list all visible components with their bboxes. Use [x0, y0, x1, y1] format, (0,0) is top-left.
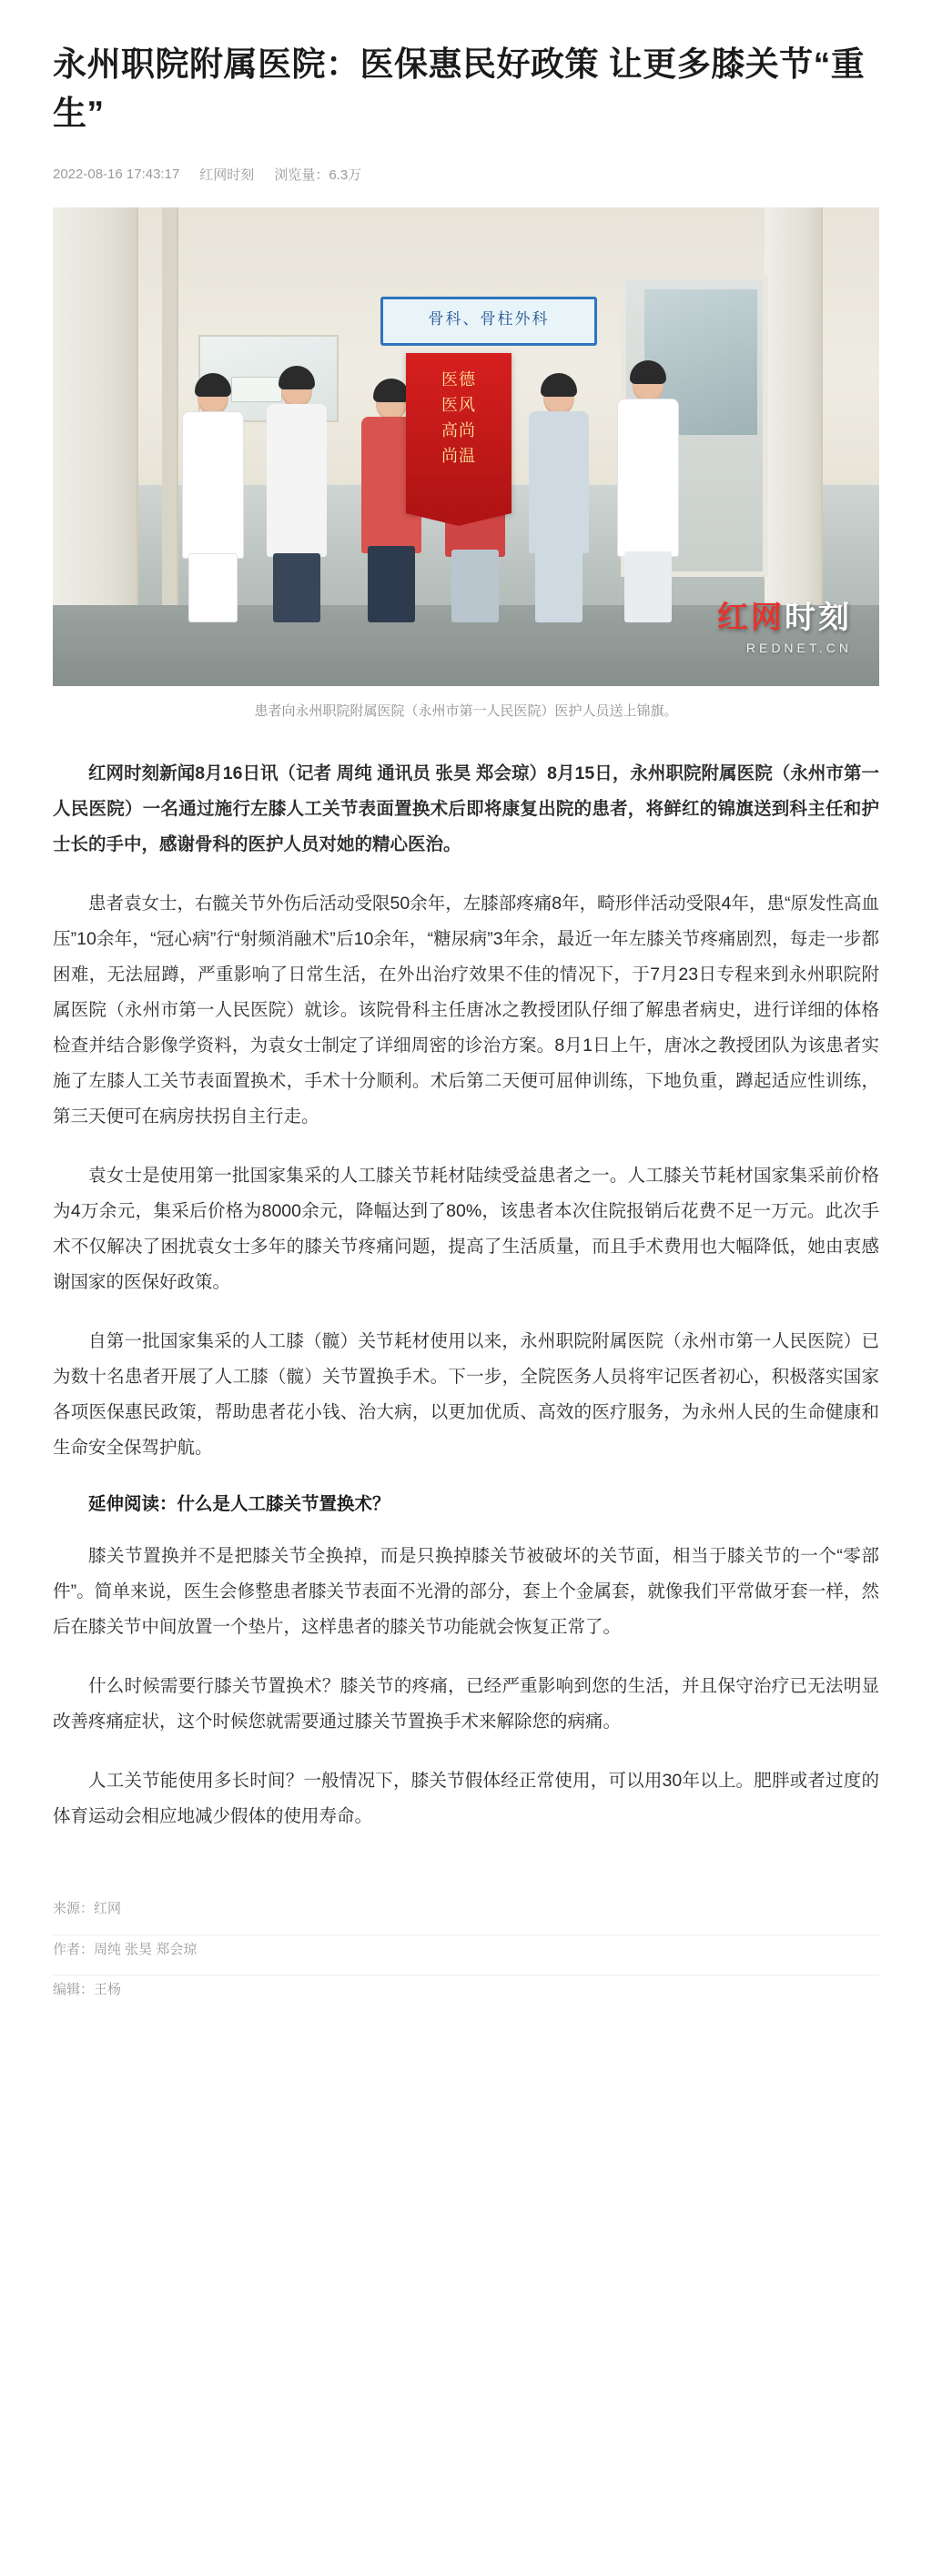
- footer-authors: 作者：周纯 张昊 郑会琼: [53, 1941, 198, 1957]
- photo-pillar-left: [53, 207, 138, 605]
- paragraph: 自第一批国家集采的人工膝（髋）关节耗材使用以来，永州职院附属医院（永州市第一人民医院）已为数十名患者开展了人工膝（髋）关节置换手术。下一步，全院医务人员将牢记医者初心，积极落实国家各项医保惠民政策，帮助患者花小钱、治大病，以更加优质、高效的医疗服务，为永州人民的生命健康和生命安全保驾护航。: [53, 1331, 879, 1459]
- person-legs: [368, 546, 415, 622]
- section-subheading: 延伸阅读：什么是人工膝关节置换术？: [88, 1494, 390, 1515]
- article-footer: [0, 1858, 932, 2041]
- person-legs: [535, 546, 582, 622]
- person-legs: [188, 553, 238, 622]
- photo-people-group: [213, 322, 741, 622]
- article-body: [53, 756, 879, 1834]
- gratitude-banner: [406, 353, 512, 513]
- paragraph-lead: 红网时刻新闻8月16日讯（记者 周纯 通讯员 张昊 郑会琼）8月15日，永州职院附属医院（永州市第一人民医院）一名通过施行左膝人工关节表面置换术后即将康复出院的患者，将鲜红的锦旗送到科主任和护士长的手中，感谢骨科的医护人员对她的精心医治。: [53, 763, 879, 855]
- person-hair: [373, 379, 410, 402]
- view-count: 浏览量：6.3万: [274, 167, 362, 184]
- publish-timestamp: 2022-08-16 17:43:17: [53, 167, 180, 183]
- paragraph: 人工关节能使用多长时间？一般情况下，膝关节假体经正常使用，可以用30年以上。肥胖或者过度的体育运动会相应地减少假体的使用寿命。: [53, 1771, 879, 1827]
- person-hair: [279, 366, 315, 389]
- footer-editor: 编辑：王杨: [53, 1982, 122, 1998]
- photo-pillar-mid: [162, 207, 178, 605]
- person-body: [267, 404, 327, 557]
- watermark-domain: REDNET.CN: [745, 641, 852, 656]
- source-label: 红网时刻: [199, 167, 255, 184]
- watermark-brand: 红网: [717, 601, 785, 636]
- person-hair: [630, 360, 666, 384]
- footer-source: 来源：红网: [53, 1901, 122, 1917]
- photo-pillar-right: [765, 207, 823, 605]
- paragraph: 患者袁女士，右髋关节外伤后活动受限50余年，左膝部疼痛8年，畸形伴活动受限4年，患“原发性高血压”10余年，“冠心病”行“射频消融术”后10余年，“糖尿病”3年余，最近一年左膝关节疼痛剧烈，每走一步都困难，无法屈蹲，严重影响了日常生活，在外出治疗效果不佳的情况下，于7月23日专程来到永州职院附属医院（永州市第一人民医院）就诊。该院骨科主任唐冰之教授团队仔细了解患者病史，进行详细的体格检查并结合影像学资料，为袁女士制定了详细周密的诊治方案。8月1日上午，唐冰之教授团队为该患者实施了左膝人工关节表面置换术，手术十分顺利。术后第二天便可屈伸训练，下地负重，蹲起适应性训练，第三天便可在病房扶拐自主行走。: [53, 894, 879, 1127]
- person-head: [543, 379, 574, 415]
- person-hair: [195, 373, 231, 397]
- page-title: 永州职院附属医院：医保惠民好政策 让更多膝关节“重生”: [53, 45, 866, 132]
- watermark-title: [717, 592, 852, 637]
- person-head: [376, 384, 407, 420]
- watermark-suffix: 时刻: [785, 601, 852, 636]
- photo-caption: 患者向永州职院附属医院（永州市第一人民医院）医护人员送上锦旗。: [254, 703, 678, 720]
- person-body: [182, 411, 244, 559]
- person-legs: [451, 550, 499, 622]
- person-hair: [541, 373, 577, 397]
- person-legs: [273, 553, 320, 622]
- person-head: [281, 371, 312, 408]
- person-body: [529, 411, 589, 553]
- paragraph: 袁女士是使用第一批国家集采的人工膝关节耗材陆续受益患者之一。人工膝关节耗材国家集采前价格为4万余元，集采后价格为8000余元，降幅达到了80%，该患者本次住院报销后花费不足一万元。此次手术不仅解决了困扰袁女士多年的膝关节疼痛问题，提高了生活质量，而且手术费用也大幅降低，她由衷感谢国家的医保好政策。: [53, 1166, 879, 1293]
- paragraph: 什么时候需要行膝关节置换术？膝关节的疼痛，已经严重影响到您的生活，并且保守治疗已无法明显改善疼痛症状，这个时候您就需要通过膝关节置换手术来解除您的病痛。: [53, 1676, 879, 1732]
- person-body: [617, 399, 679, 557]
- photo-watermark: [717, 592, 852, 655]
- paragraph: 膝关节置换并不是把膝关节全换掉，而是只换掉膝关节被破坏的关节面，相当于膝关节的一个“零部件”。简单来说，医生会修整患者膝关节表面不光滑的部分，套上个金属套，就像我们平常做牙套一样，然后在膝关节中间放置一个垫片，这样患者的膝关节功能就会恢复正常了。: [53, 1546, 879, 1638]
- person-legs: [624, 551, 672, 622]
- article-photo: [53, 207, 879, 686]
- article-meta: [53, 165, 879, 184]
- article-figure: [53, 207, 879, 747]
- department-sign: 骨科、骨柱外科: [380, 297, 597, 346]
- person-head: [198, 379, 228, 415]
- person-head: [633, 366, 664, 402]
- banner-text: 医德 医风 高尚 尚温: [441, 370, 476, 465]
